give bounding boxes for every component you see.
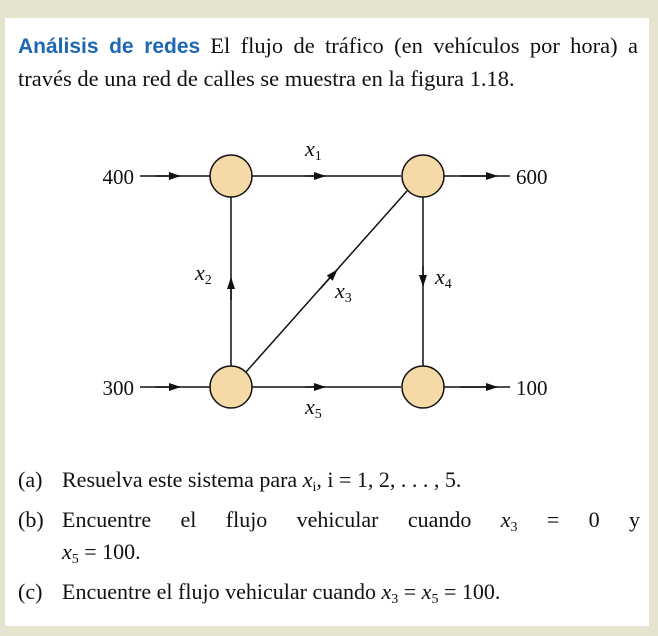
problem-card: [5, 18, 649, 626]
edge-label-x5: x5: [305, 394, 322, 422]
question-b-var-x5: $x_5$: [62, 539, 79, 567]
edge-label-x4: x4: [435, 264, 452, 292]
question-list: [18, 464, 640, 616]
question-c-label: (c): [18, 579, 43, 604]
question-b-line2: [62, 536, 640, 568]
question-b-line1: [62, 504, 640, 536]
node-top-left: [210, 155, 252, 197]
question-b-label: (b): [18, 507, 44, 532]
edge-label-x1: x1: [305, 136, 322, 164]
question-c-var-x3: $x_3$: [381, 579, 399, 607]
question-b-cond1: = 0: [546, 507, 600, 532]
node-top-right: [402, 155, 444, 197]
node-bottom-left: [210, 366, 252, 408]
question-a-var: $x_i$: [302, 467, 317, 495]
question-c: (c) Encuentre el flujo vehicular cuando $x_3 = x_5 = 100$.: [18, 576, 640, 608]
traffic-network-diagram: [5, 18, 649, 458]
outflow-label-100: 100: [516, 376, 548, 400]
question-a-text: Resuelva este sistema para: [62, 467, 303, 492]
inflow-label-400: 400: [102, 165, 134, 189]
question-a: [18, 464, 640, 496]
inflow-label-300: 300: [102, 376, 134, 400]
question-b-text: Encuentre el flujo vehicular cuando: [62, 507, 472, 532]
question-c-var-x5: $x_5$: [421, 579, 439, 607]
question-b-joiner: y: [629, 507, 640, 532]
question-a-rest: , i = 1, 2, . . . , 5.: [316, 467, 462, 492]
edge-label-x3: x3: [335, 278, 352, 306]
question-b: [18, 504, 640, 568]
section-heading: Análisis de redes: [18, 35, 201, 58]
question-c-text: Encuentre el flujo vehicular cuando: [62, 579, 382, 604]
edge-label-x2: x2: [195, 260, 212, 288]
node-bottom-right: [402, 366, 444, 408]
question-c-eq: = 100.: [443, 579, 501, 604]
question-a-label: (a): [18, 467, 43, 492]
intro-text: El flujo de tráfico (en vehículos por hora) a través de una red de calles se muestra en la figura 1.18.: [18, 33, 638, 91]
question-b-cond2: = 100.: [84, 539, 141, 564]
question-b-var-x3: $x_3$: [500, 507, 518, 535]
outflow-label-600: 600: [516, 165, 548, 189]
